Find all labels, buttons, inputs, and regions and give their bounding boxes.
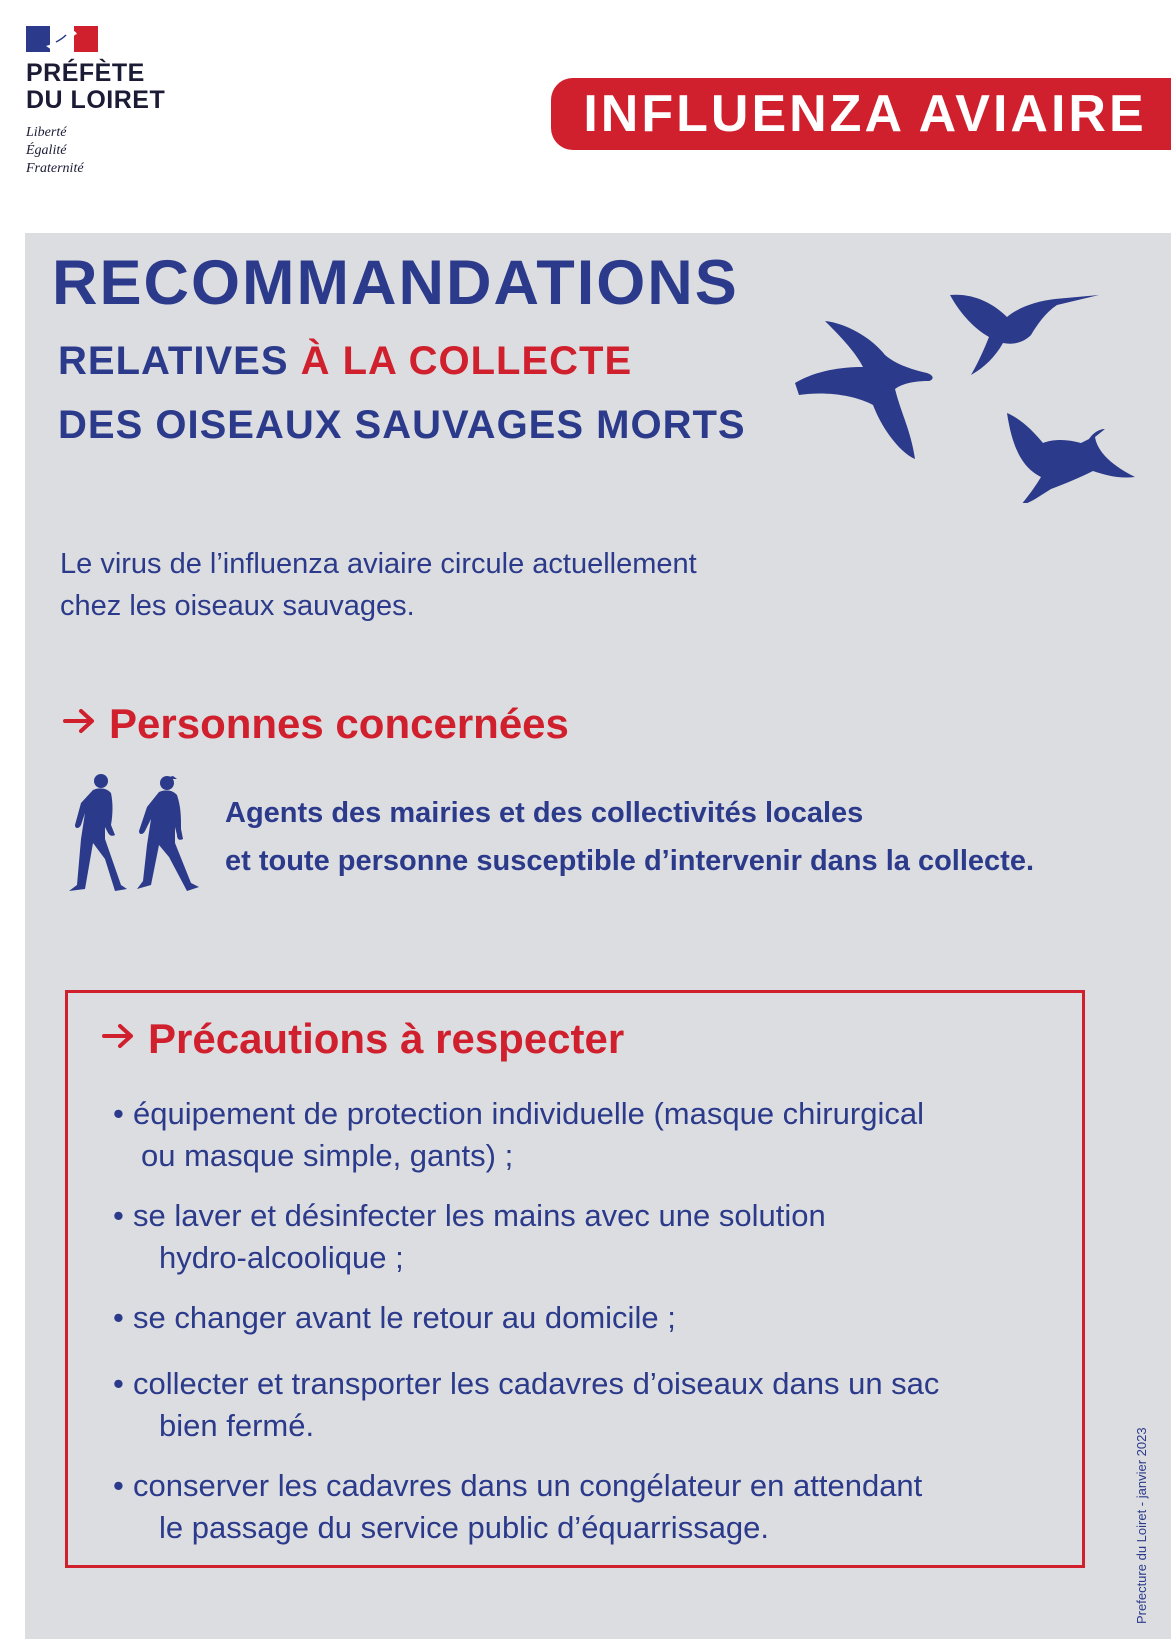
precautions-box bbox=[65, 990, 1085, 1568]
prefecture-logo bbox=[26, 26, 226, 178]
recommendations-panel bbox=[25, 233, 1171, 1639]
arrow-right-icon bbox=[102, 1021, 136, 1051]
republic-motto bbox=[26, 124, 226, 178]
motto-line: Fraternité bbox=[26, 161, 84, 176]
government-name bbox=[26, 60, 226, 114]
subtitle-line: DES OISEAUX SAUVAGES MORTS bbox=[58, 403, 746, 447]
list-item-text: collecter et transporter les cadavres d’oiseaux dans un sac bbox=[133, 1366, 940, 1401]
list-item bbox=[113, 1195, 1013, 1279]
list-item bbox=[113, 1465, 1013, 1549]
page-subtitle bbox=[58, 329, 746, 457]
motto-line: Égalité bbox=[26, 143, 67, 158]
list-item-text: équipement de protection individuelle (masque chirurgical bbox=[133, 1096, 924, 1131]
gov-name-line: DU LOIRET bbox=[26, 86, 166, 114]
persons-line: Agents des mairies et des collectivités locales bbox=[225, 797, 864, 829]
walking-people-icon bbox=[69, 773, 199, 899]
document-credit: Prefecture du Loiret - janvier 2023 bbox=[1134, 1427, 1149, 1624]
list-item-text: hydro-alcoolique ; bbox=[159, 1240, 404, 1275]
arrow-right-icon bbox=[63, 706, 97, 736]
list-item-text: conserver les cadavres dans un congélateur en attendant bbox=[133, 1468, 923, 1503]
flying-birds-icon bbox=[785, 263, 1165, 503]
section-title-persons bbox=[63, 698, 569, 750]
list-item bbox=[113, 1297, 1013, 1339]
motto-line: Liberté bbox=[26, 125, 67, 140]
topic-banner: INFLUENZA AVIAIRE bbox=[551, 78, 1171, 150]
persons-line: et toute personne susceptible d’intervenir dans la collecte. bbox=[225, 845, 1034, 877]
list-item-text: bien fermé. bbox=[159, 1408, 315, 1443]
marianne-flag-icon bbox=[26, 26, 98, 52]
intro-line: Le virus de l’influenza aviaire circule actuellement bbox=[60, 548, 697, 580]
intro-line: chez les oiseaux sauvages. bbox=[60, 590, 415, 622]
intro-text bbox=[60, 543, 860, 627]
section-title-precautions bbox=[102, 1013, 624, 1065]
list-item-text: se laver et désinfecter les mains avec une solution bbox=[133, 1198, 826, 1233]
list-item-text: ou masque simple, gants) ; bbox=[141, 1138, 514, 1173]
list-item-text: le passage du service public d’équarrissage. bbox=[159, 1510, 770, 1545]
section-title-text: Précautions à respecter bbox=[148, 1015, 625, 1062]
persons-concerned-text bbox=[225, 789, 1145, 885]
gov-name-line: PRÉFÈTE bbox=[26, 59, 145, 87]
page-title: RECOMMANDATIONS bbox=[52, 248, 739, 318]
precautions-list bbox=[113, 1093, 1013, 1567]
list-item bbox=[113, 1363, 1013, 1447]
section-title-text: Personnes concernées bbox=[109, 700, 569, 747]
subtitle-highlight: À LA COLLECTE bbox=[300, 339, 633, 383]
list-item bbox=[113, 1093, 1013, 1177]
subtitle-part: RELATIVES bbox=[58, 339, 301, 383]
list-item-text: se changer avant le retour au domicile ; bbox=[133, 1300, 676, 1335]
